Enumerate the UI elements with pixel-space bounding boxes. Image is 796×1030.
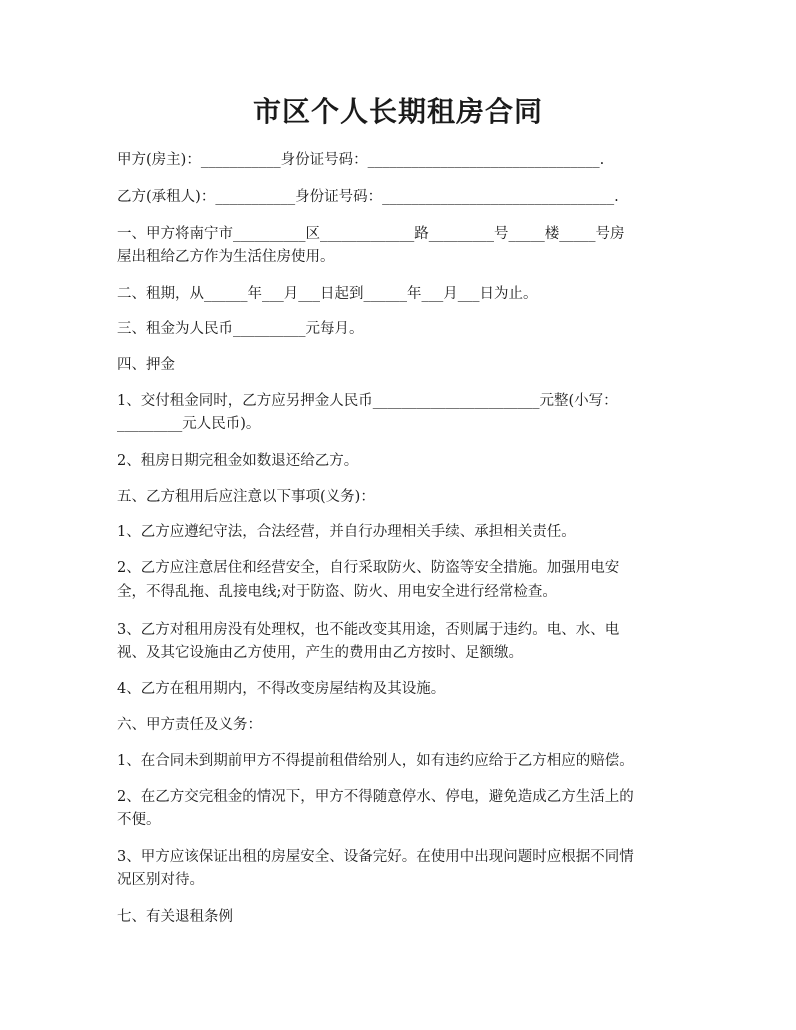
section-5-item-1: 1、乙方应遵纪守法，合法经营，并自行办理相关手续、承担相关责任。: [117, 524, 576, 540]
section-5-item-2-line-2: 全，不得乱拖、乱接电线;对于防盗、防火、用电安全进行经常检查。: [117, 584, 557, 600]
deposit-item-2-line: 2、租房日期完租金如数退还给乙方。: [117, 453, 359, 469]
section-7-heading: 七、有关退租条例: [117, 909, 233, 925]
deposit-item-1-line-2: _________元人民币)。: [117, 416, 261, 432]
section-6-item-2-line-2: 不便。: [117, 812, 161, 828]
section-6-item-3-line-1: 3、甲方应该保证出租的房屋安全、设备完好。在使用中出现问题时应根据不同情: [117, 849, 634, 865]
section-5-heading: 五、乙方租用后应注意以下事项(义务)：: [117, 489, 375, 505]
section-6-item-1: 1、在合同未到期前甲方不得提前租借给别人，如有违约应给于乙方相应的赔偿。: [117, 753, 634, 769]
section-5-item-2-line-1: 2、乙方应注意居住和经营安全，自行采取防火、防盗等安全措施。加强用电安: [117, 560, 620, 576]
clause-3-line: 三、租金为人民币__________元每月。: [117, 321, 364, 337]
section-5-item-4: 4、乙方在租用期内，不得改变房屋结构及其设施。: [117, 681, 446, 697]
deposit-item-1-line-1: 1、交付租金同时，乙方应另押金人民币_______________________元整(小写：: [117, 393, 618, 409]
clause-1-line-1: 一、甲方将南宁市__________区_____________路_________号_____楼_____号房: [117, 226, 625, 242]
document-title: 市区个人长期租房合同: [252, 95, 543, 128]
clause-1-line-2: 屋出租给乙方作为生活住房使用。: [117, 249, 335, 265]
party-a-line: 甲方(房主)：___________身份证号码：________________________________.: [117, 152, 605, 168]
section-5-item-3-line-1: 3、乙方对租用房没有处理权，也不能改变其用途，否则属于违约。电、水、电: [117, 622, 620, 638]
party-b-line: 乙方(承租人)：___________身份证号码：________________________________.: [117, 189, 619, 205]
section-6-heading: 六、甲方责任及义务：: [117, 717, 262, 733]
section-deposit-heading: 四、押金: [117, 357, 175, 373]
section-5-item-3-line-2: 视、及其它设施由乙方使用，产生的费用由乙方按时、足额缴。: [117, 645, 523, 661]
section-6-item-2-line-1: 2、在乙方交完租金的情况下，甲方不得随意停水、停电，避免造成乙方生活上的: [117, 789, 634, 805]
section-6-item-3-line-2: 况区别对待。: [117, 872, 204, 888]
clause-2-line: 二、租期，从______年___月___日起到______年___月___日为止。: [117, 286, 538, 302]
